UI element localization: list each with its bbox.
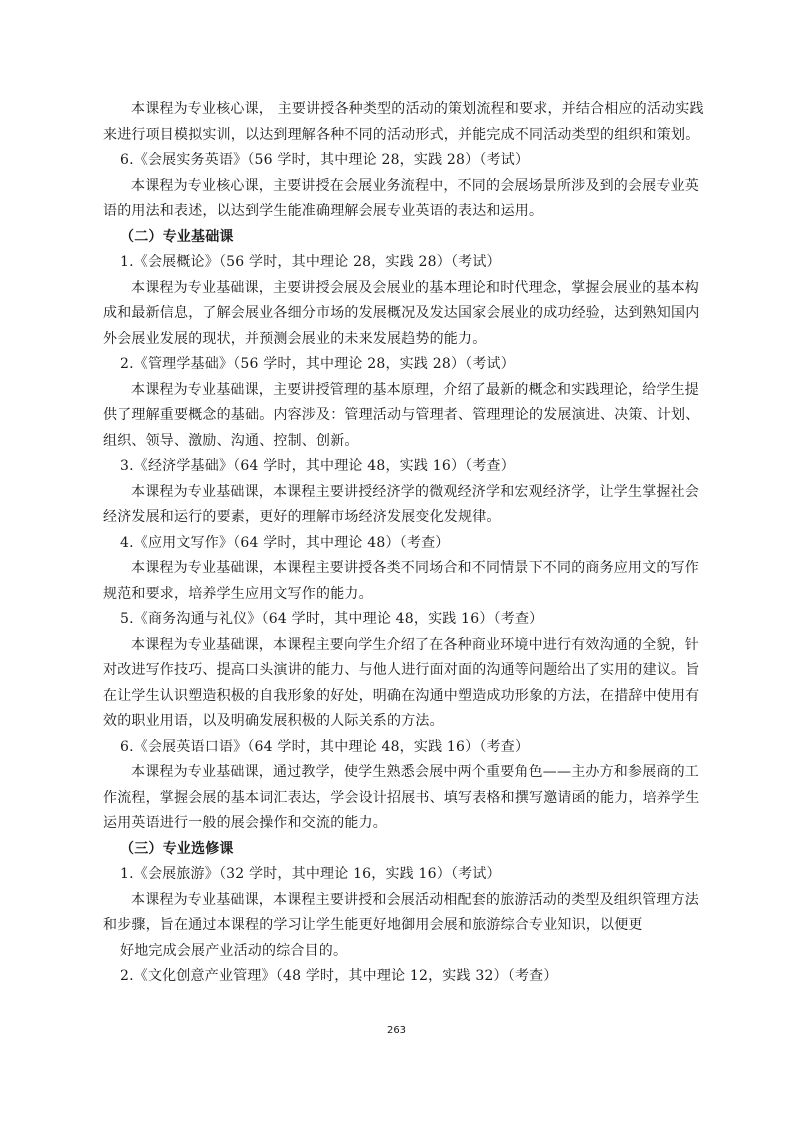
paragraph: 本课程为专业基础课，本课程主要讲授各类不同场合和不同情景下不同的商务应用文的写作规范和要求，培养学生应用文写作的能力。 xyxy=(103,560,699,602)
section-heading: （三）专业选修课 xyxy=(120,840,234,857)
course-title: 6.《会展实务英语》（56 学时，其中理论 28，实践 28）（考试） xyxy=(120,152,530,168)
paragraph: 本课程为专业基础课，本课程主要向学生介绍了在各种商业环境中进行有效沟通的全貌，针对改进写作技巧、提高口头演讲的能力、与他人进行面对面的沟通等问题给出了实用的建议。旨在让学生认识塑造积极的自我形象的好处，明确在沟通中塑造成功形象的方法，在措辞中使用有效的职业用语，以及明确发展积极的人际关系的方法。 xyxy=(103,636,700,729)
paragraph: 本课程为专业基础课，通过教学，使学生熟悉会展中两个重要角色——主办方和参展商的工作流程，掌握会展的基本词汇表达，学会设计招展书、填写表格和撰写邀请函的能力，培养学生运用英语进行一般的展会操作和交流的能力。 xyxy=(103,764,700,831)
section-heading: （二）专业基础课 xyxy=(120,228,234,245)
paragraph-continuation: 好地完成会展产业活动的综合目的。 xyxy=(120,942,348,959)
course-title: 1.《会展概论》（56 学时，其中理论 28，实践 28）（考试） xyxy=(120,254,501,270)
course-title: 2.《管理学基础》（56 学时，其中理论 28，实践 28）（考试） xyxy=(120,356,515,372)
paragraph: 本课程为专业基础课，本课程主要讲授经济学的微观经济学和宏观经济学，让学生掌握社会经济发展和运行的要素，更好的理解市场经济发展变化发规律。 xyxy=(103,483,699,525)
paragraph: 本课程为专业基础课，主要讲授会展及会展业的基本理论和时代理念，掌握会展业的基本构成和最新信息，了解会展业各细分市场的发展概况及发达国家会展业的成功经验，达到熟知国内外会展业发展的现状，并预测会展业的未来发展趋势的能力。 xyxy=(103,279,700,347)
course-title: 5.《商务沟通与礼仪》（64 学时，其中理论 48，实践 16）（考查） xyxy=(120,611,544,627)
course-title: 4.《应用文写作》（64 学时，其中理论 48）（考查） xyxy=(120,534,450,551)
page-number: 263 xyxy=(386,1025,407,1036)
paragraph: 本课程为专业基础课，本课程主要讲授和会展活动相配套的旅游活动的类型及组织管理方法和步骤，旨在通过本课程的学习让学生能更好地御用会展和旅游综合专业知识，以便更 xyxy=(103,891,699,933)
paragraph: 本课程为专业基础课，主要讲授管理的基本原理，介绍了最新的概念和实践理论，给学生提供了理解重要概念的基础。内容涉及：管理活动与管理者、管理理论的发展演进、决策、计划、组织、领导、激励、沟通、控制、创新。 xyxy=(103,381,700,449)
course-title: 2.《文化创意产业管理》（48 学时，其中理论 12，实践 32）（考查） xyxy=(120,968,558,984)
course-title: 1.《会展旅游》（32 学时，其中理论 16，实践 16）（考试） xyxy=(120,866,501,882)
paragraph: 本课程为专业核心课， 主要讲授各种类型的活动的策划流程和要求，并结合相应的活动实践来进行项目模拟实训，以达到理解各种不同的活动形式，并能完成不同活动类型的组织和策划。 xyxy=(103,101,704,143)
paragraph: 本课程为专业核心课，主要讲授在会展业务流程中，不同的会展场景所涉及到的会展专业英语的用法和表述，以达到学生能准确理解会展专业英语的表达和运用。 xyxy=(103,177,699,219)
course-title: 3.《经济学基础》（64 学时，其中理论 48，实践 16）（考查） xyxy=(120,458,515,474)
course-title: 6.《会展英语口语》（64 学时，其中理论 48，实践 16）（考查） xyxy=(120,738,530,755)
page-body xyxy=(103,97,713,990)
